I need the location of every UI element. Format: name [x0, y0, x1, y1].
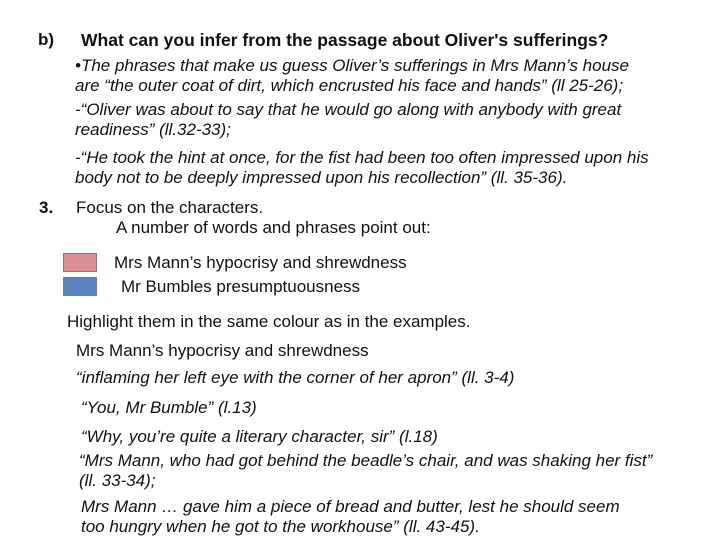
example-heading: Mrs Mann’s hypocrisy and shrewdness — [76, 341, 369, 360]
legend-swatch-hypocrisy — [63, 253, 97, 272]
instruction-text: Highlight them in the same colour as in the examples. — [67, 312, 471, 331]
bullet-1-line-1: •The phrases that make us guess Oliver’s sufferings in Mrs Mann’s house — [75, 56, 629, 75]
legend-label-hypocrisy: Mrs Mann’s hypocrisy and shrewdness — [114, 253, 407, 272]
quote-5-line-1: Mrs Mann … gave him a piece of bread and butter, lest he should seem — [81, 497, 620, 516]
quote-4-line-1: “Mrs Mann, who had got behind the beadle’s chair, and was shaking her fist” — [79, 451, 653, 470]
quote-2: “You, Mr Bumble” (l.13) — [81, 398, 257, 417]
section-3-subtitle: A number of words and phrases point out: — [116, 218, 431, 237]
section-3-number: 3. — [39, 198, 54, 217]
quote-5-line-2: too hungry when he got to the workhouse” (ll. 43-45). — [81, 517, 480, 536]
quote-3: “Why, you’re quite a literary character, sir” (l.18) — [81, 427, 438, 446]
quote-4-line-2: (ll. 33-34); — [79, 471, 156, 490]
bullet-2-line-2: readiness” (ll.32-33); — [75, 120, 231, 139]
bullet-3-line-1: -“He took the hint at once, for the fist had been too often impressed upon his — [75, 148, 649, 167]
bullet-2-line-1: -“Oliver was about to say that he would go along with anybody with great — [75, 100, 622, 119]
section-3-title: Focus on the characters. — [76, 198, 264, 217]
bullet-1-line-2: are “the outer coat of dirt, which encrusted his face and hands” (ll 25-26); — [75, 76, 624, 95]
legend-swatch-presumptuousness — [63, 277, 97, 296]
quote-1: “inflaming her left eye with the corner of her apron” (ll. 3-4) — [76, 368, 515, 387]
bullet-3-line-2: body not to be deeply impressed upon his recollection” (ll. 35-36). — [75, 168, 568, 187]
question-b-marker: b) — [38, 30, 55, 49]
legend-label-presumptuousness: Mr Bumbles presumptuousness — [121, 277, 361, 296]
question-b-title: What can you infer from the passage about Oliver's sufferings? — [81, 30, 609, 50]
